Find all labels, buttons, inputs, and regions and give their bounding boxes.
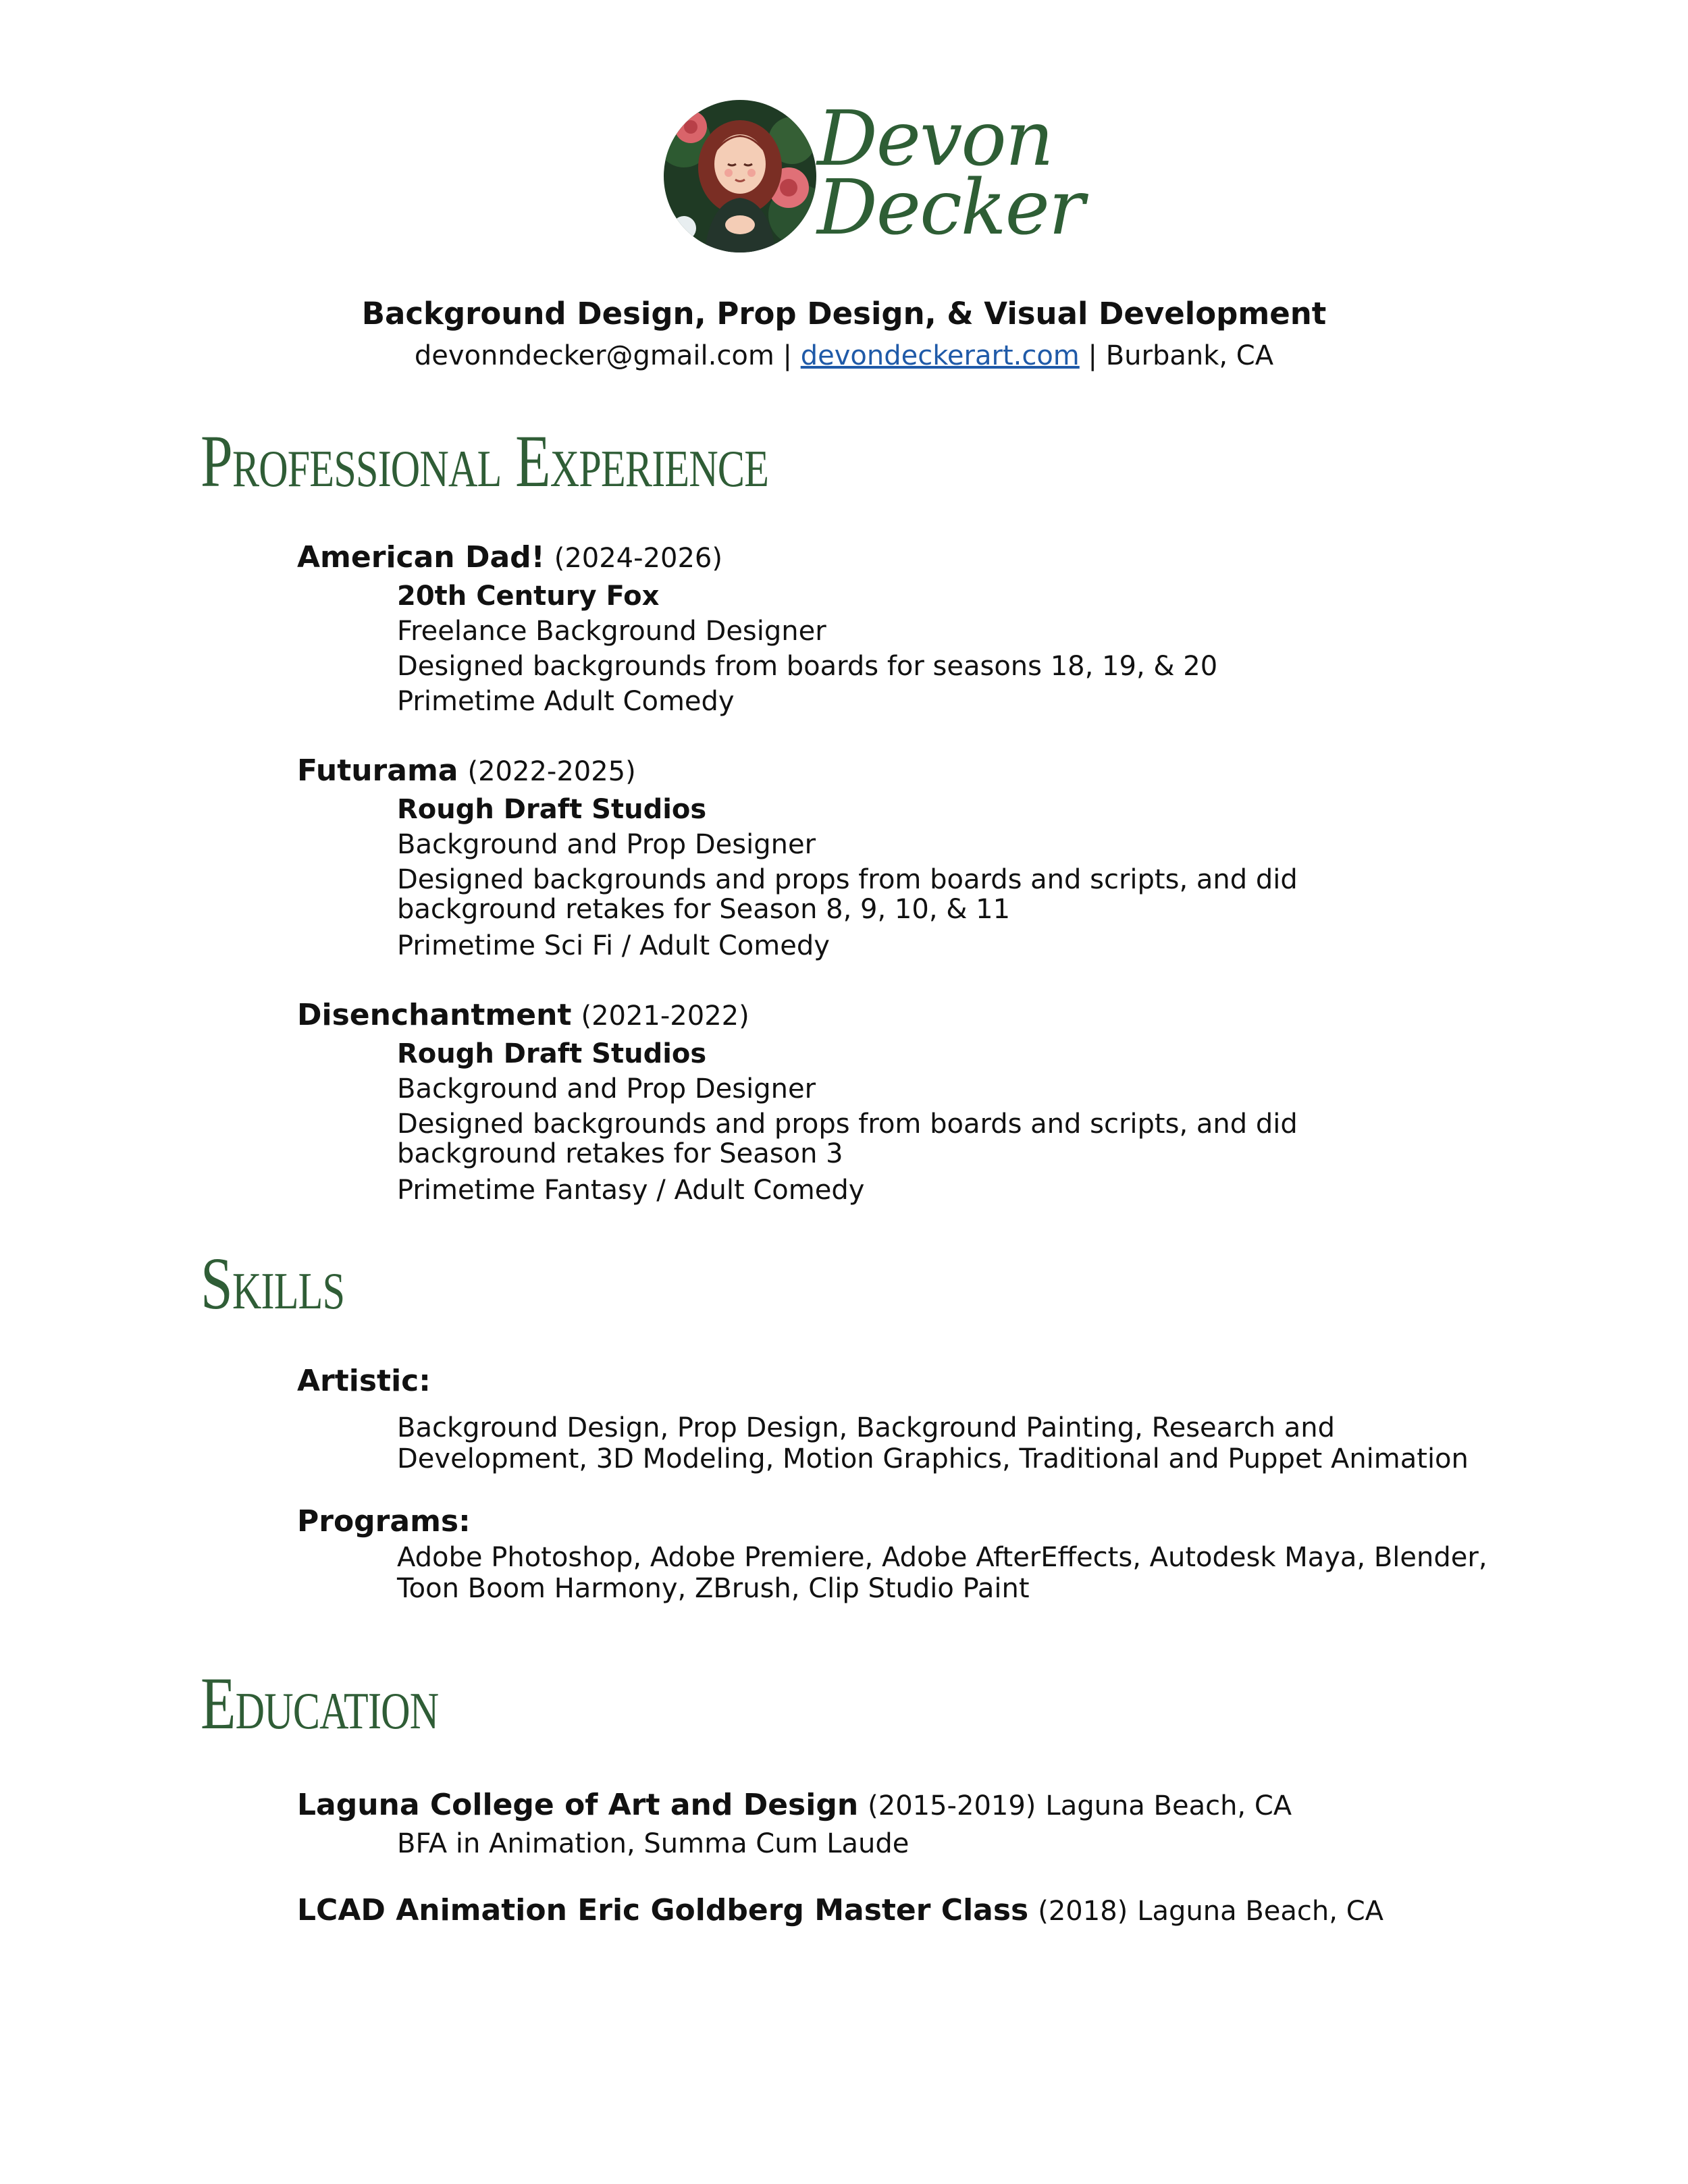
programs-text: Adobe Photoshop, Adobe Premiere, Adobe AfterEffects, Autodesk Maya, Blender,	[397, 1542, 1487, 1573]
show-title: Futurama	[297, 753, 458, 788]
portrait-logo-image	[664, 100, 816, 252]
description-text: Designed backgrounds and props from boards and scripts, and did	[397, 864, 1298, 895]
genre-text: Primetime Adult Comedy	[397, 686, 735, 717]
description-text: background retakes for Season 3	[397, 1138, 843, 1169]
job-title	[297, 998, 749, 1032]
school-name: Laguna College of Art and Design	[297, 1788, 859, 1822]
contact-line	[0, 340, 1688, 371]
degree-text: BFA in Animation, Summa Cum Laude	[397, 1828, 909, 1859]
programs-label: Programs:	[297, 1504, 471, 1539]
logo-first-name: Devon	[817, 95, 1053, 183]
studio-name: Rough Draft Studios	[397, 1038, 707, 1069]
education-entry	[297, 1893, 1383, 1927]
school-location: Laguna Beach, CA	[1045, 1790, 1292, 1821]
role-text: Freelance Background Designer	[397, 616, 826, 647]
education-entry	[297, 1788, 1292, 1822]
website-link[interactable]: devondeckerart.com	[800, 340, 1080, 371]
role-text: Background and Prop Designer	[397, 1073, 816, 1104]
genre-text: Primetime Fantasy / Adult Comedy	[397, 1175, 865, 1206]
separator: |	[783, 340, 792, 371]
show-years: (2021-2022)	[581, 1001, 749, 1032]
skills-heading: Skills	[201, 1242, 345, 1325]
artistic-skills-text: Background Design, Prop Design, Background Painting, Research and	[397, 1412, 1336, 1443]
genre-text: Primetime Sci Fi / Adult Comedy	[397, 930, 830, 961]
experience-heading: Professional Experience	[201, 420, 769, 502]
school-years: (2018)	[1038, 1896, 1128, 1927]
show-years: (2022-2025)	[467, 756, 636, 787]
job-title	[297, 753, 636, 788]
show-years: (2024-2026)	[554, 543, 722, 574]
school-location: Laguna Beach, CA	[1137, 1896, 1383, 1927]
studio-name: 20th Century Fox	[397, 581, 660, 612]
school-name: LCAD Animation Eric Goldberg Master Class	[297, 1893, 1029, 1927]
email-text: devonndecker@gmail.com	[414, 340, 774, 371]
programs-text: Toon Boom Harmony, ZBrush, Clip Studio Paint	[397, 1573, 1030, 1604]
show-title: American Dad!	[297, 540, 545, 575]
education-heading: Education	[201, 1662, 439, 1744]
location-text: Burbank, CA	[1105, 340, 1274, 371]
page-subtitle: Background Design, Prop Design, & Visual Development	[361, 296, 1327, 331]
description-text: background retakes for Season 8, 9, 10, & 11	[397, 894, 1011, 925]
studio-name: Rough Draft Studios	[397, 794, 707, 825]
description-text: Designed backgrounds from boards for seasons 18, 19, & 20	[397, 651, 1218, 682]
role-text: Background and Prop Designer	[397, 829, 816, 860]
job-title	[297, 540, 722, 575]
school-years: (2015-2019)	[868, 1790, 1036, 1821]
separator: |	[1088, 340, 1097, 371]
description-text: Designed backgrounds and props from boards and scripts, and did	[397, 1109, 1298, 1140]
show-title: Disenchantment	[297, 998, 572, 1032]
artistic-skills-text: Development, 3D Modeling, Motion Graphics, Traditional and Puppet Animation	[397, 1443, 1469, 1474]
logo-last-name: Decker	[817, 164, 1084, 252]
artistic-label: Artistic:	[297, 1364, 431, 1398]
